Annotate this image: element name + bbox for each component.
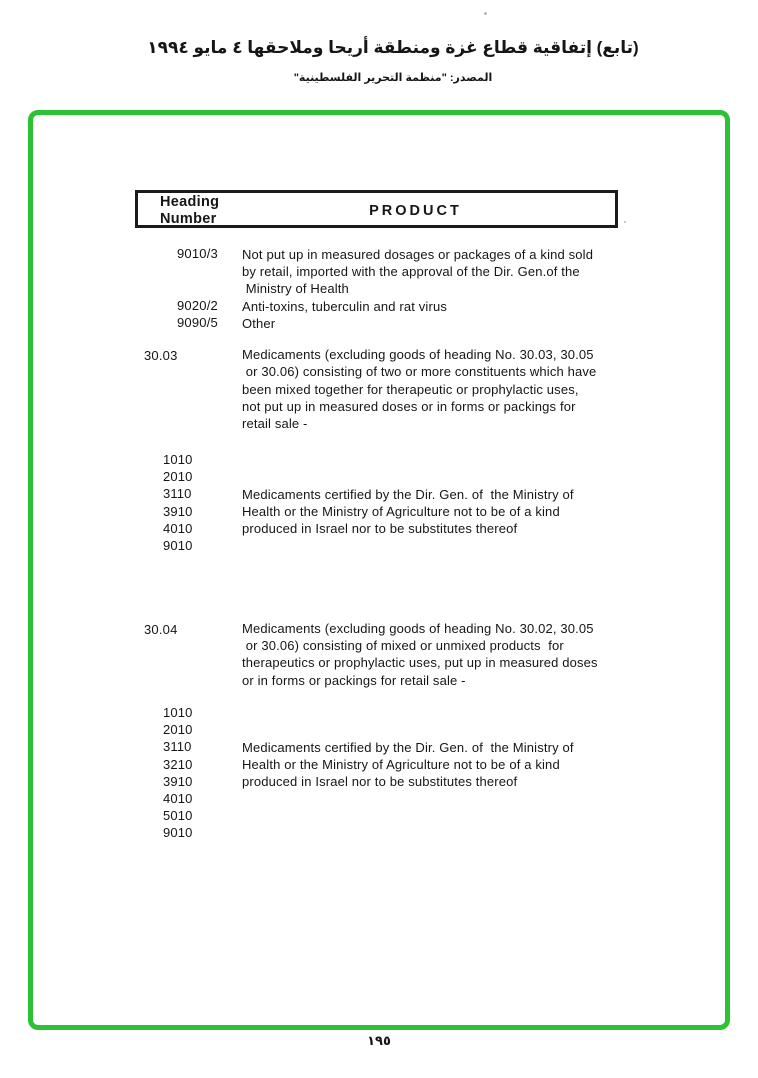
table-header (135, 190, 618, 228)
subcode: 3910 (163, 503, 193, 519)
text-line: or 30.06) consisting of two or more constituents which have (242, 364, 597, 380)
document-source-arabic: المصدر: "منظمة التحرير الفلسطينية" (293, 72, 493, 84)
text-line: Anti-toxins, tuberculin and rat virus (242, 298, 447, 314)
text-line: Other (242, 315, 276, 331)
subcode: 3110 (163, 739, 192, 755)
text-line: not put up in measured doses or in forms or packings for (242, 398, 576, 414)
text-line: retail sale - (242, 416, 308, 432)
certification-note (242, 486, 574, 538)
text-line: Medicaments certified by the Dir. Gen. of the Ministry of (242, 487, 574, 502)
text-line: by retail, imported with the approval of the Dir. Gen.of the (242, 264, 580, 280)
document-title-arabic: (تابع) إتفاقية قطاع غزة ومنطقة أريحا وملاحقها ٤ مايو ١٩٩٤ (147, 38, 639, 57)
subcode: 9010 (163, 538, 193, 554)
subcode: 5010 (163, 808, 193, 824)
subcode: 4010 (163, 520, 193, 536)
subcode: 3110 (163, 486, 192, 502)
product-description (242, 620, 598, 689)
text-line: Medicaments (excluding goods of heading No. 30.02, 30.05 (242, 621, 594, 636)
text-line: produced in Israel nor to be substitutes thereof (242, 774, 518, 790)
text-line: therapeutics or prophylactic uses, put up in measured doses (242, 655, 598, 671)
subcode: 2010 (163, 722, 193, 738)
product-description (242, 346, 596, 432)
heading-number: 9020/2 (177, 298, 218, 313)
subcode: 3210 (163, 756, 193, 772)
heading-number: 9010/3 (177, 246, 218, 261)
subcode: 3910 (163, 773, 193, 789)
text-line: or in forms or packings for retail sale - (242, 672, 466, 688)
column-header-product: PRODUCT (369, 203, 462, 219)
product-description (242, 246, 593, 332)
subcode-column (163, 704, 193, 842)
text-line: Health or the Ministry of Agriculture not to be of a kind (242, 504, 560, 520)
subcode: 4010 (163, 791, 193, 807)
page-number: ١٩٥ (367, 1033, 391, 1048)
scan-speck (484, 12, 487, 15)
text-line: been mixed together for therapeutic or prophylactic uses, (242, 381, 579, 397)
text-line: Ministry of Health (242, 281, 349, 297)
certification-note (242, 739, 574, 791)
subcode: 1010 (163, 705, 193, 720)
text-line: Medicaments certified by the Dir. Gen. of the Ministry of (242, 740, 574, 755)
subcode: 1010 (163, 452, 193, 467)
text-line: Not put up in measured dosages or packages of a kind sold (242, 247, 594, 262)
subcode: 9010 (163, 825, 193, 841)
text-line: Medicaments (excluding goods of heading No. 30.03, 30.05 (242, 347, 594, 362)
heading-number: 30.03 (144, 348, 178, 363)
heading-number: 30.04 (144, 622, 178, 637)
text-line: Health or the Ministry of Agriculture not to be of a kind (242, 757, 560, 773)
text-line: or 30.06) consisting of mixed or unmixed products for (242, 638, 564, 654)
column-header-heading-number: Heading Number (160, 194, 220, 227)
subcode-column (163, 451, 193, 554)
text-line: produced in Israel nor to be substitutes thereof (242, 521, 518, 537)
heading-number: 9090/5 (177, 315, 218, 330)
subcode: 2010 (163, 469, 193, 485)
